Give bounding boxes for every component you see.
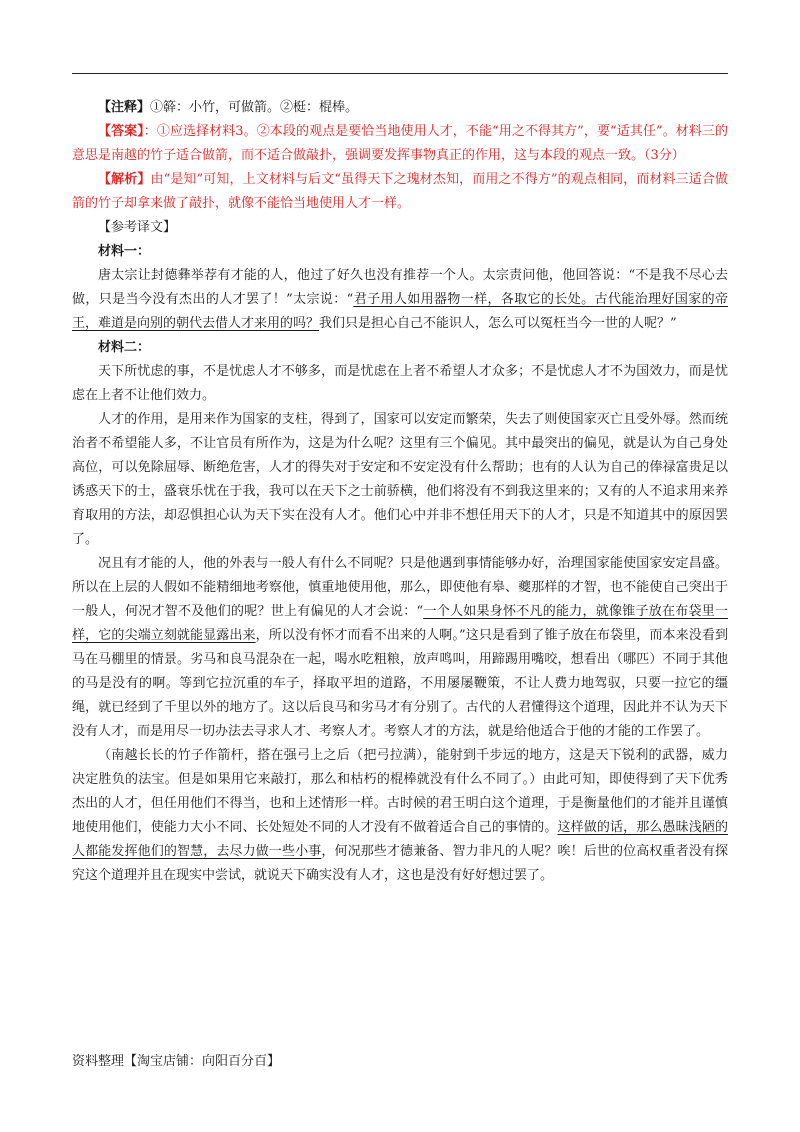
material2-p3-text-b: ，所以没有怀才而看不出来的人啊。”这只是看到了锥子放在布袋里，而本来没看到马在马棚里的情景。劣马和良马混杂在一起，喝水吃粗粮，放声鸣叫，用蹄踢用嘴咬，想看出（哪匹）不同于其他的马是没有的啊。等到它拉沉重的车子，择取平坦的道路，不用屡屡鞭策，不让人费力地驾驭，只要一拉它的缰绳，就已经到了千里以外的地方了。这以后良马和劣马才有分别了。古代的人君懂得这个道理，因此并不认为天下没有人才，而是用尽一切办法去寻求人才、考察人才。考察人才的方法，就是给他适合于他的才能的工作罢了。 <box>72 628 728 739</box>
material2-paragraph-1: 天下所忧虑的事，不是忧虑人才不够多，而是忧虑在上者不希望人才众多；不是忧虑人才不为国效力，而是忧虑在上者不让他们效力。 <box>72 364 728 403</box>
header-rule <box>72 73 728 74</box>
analysis-label: 【解析】 <box>98 172 151 187</box>
material1-text-a: 唐太宗让封德彝举荐有才能的人，他过了好久也没有推荐一个人。太宗责问他，他回答说：“不是我不尽心去做，只是当今没有杰出的人才罢了！”太宗说：“ <box>72 268 728 307</box>
material2-p3-underlined: 一个人如果身怀不凡的能力，就像锥子放在布袋里一样，它的尖端立刻就能显露出来 <box>72 604 728 643</box>
material2-paragraph-2: 人才的作用，是用来作为国家的支柱，得到了，国家可以安定而繁荣，失去了则使国家灭亡且受外辱。然而统治者不希望能人多，不让官员有所作为，这是为什么呢？这里有三个偏见。其中最突出的偏见，就是认为自己身处高位，可以免除屈辱、断绝危害，人才的得失对于安定和不安定没有什么帮助；也有的人认为自己的俸禄富贵足以诱惑天下的士，盛衰乐忧在于我，我可以在天下之士前骄横，他们将没有不到我这里来的；又有的人不追求用来养育取用的方法，却忍惧担心认为天下实在没有人才。他们心中并非不想任用天下的人才，只是不知道其中的原因罢了。 <box>72 412 728 547</box>
material2-p4-text-b: ，何况那些才德兼备、智力非凡的人呢？唉！后世的位高权重者没有探究这个道理并且在现实中尝试，就说天下确实没有人才，这也是没有好好想过罢了。 <box>72 844 728 883</box>
footer-source: 资料整理【淘宝店铺：向阳百分百】 <box>72 1054 281 1069</box>
material2-paragraph-4 <box>72 744 728 888</box>
material1-text-b: 我们只是担心自己不能识人，怎么可以冤枉当今一世的人呢？” <box>319 316 677 331</box>
material2-heading: 材料二： <box>98 340 151 355</box>
analysis-text: 由“是知”可知，上文材料与后文“虽得天下之瑰材杰知，而用之不得方”的观点相同，而材料三适合做箭的竹子却拿来做了敲扑，就像不能恰当地使用人才一样。 <box>72 172 728 211</box>
material2-p3-text-a: 况且有才能的人，他的外表与一般人有什么不同呢？只是他遇到事情能够办好，治理国家能使国家安定昌盛。所以在上层的人假如不能精细地考察他，慎重地使用他，那么，即使他有皋、夔那样的才智，也不能使自己突出于一般人，何况才智不及他们的呢？世上有偏见的人才会说：“ <box>72 556 728 619</box>
note-paragraph <box>72 96 728 120</box>
reference-heading: 【参考译文】 <box>98 220 177 235</box>
note-label: 【注释】 <box>98 100 151 115</box>
material2-p4-text-a: （南越长长的竹子作箭杆，搭在强弓上之后（把弓拉满），能射到千步远的地方，这是天下锐利的武器，威力决定胜负的法宝。但是如果用它来敲打，那么和枯朽的棍棒就没有什么不同了。）由此可知，即使得到了天下优秀杰出的人才，但任用他们不得当，也和上述情形一样。古时候的君王明白这个道理，于是衡量他们的才能并且谨慎地使用他们，使能力大小不同、长处短处不同的人才没有不做着适合自己的事情的。 <box>72 748 728 835</box>
answer-label: 【答案】 <box>98 124 144 139</box>
document-body <box>72 96 728 888</box>
material2-p4-underlined: 这样做的话，那么愚昧浅陋的人都能发挥他们的智慧，去尽力做一些小事 <box>72 820 728 859</box>
answer-text: ：①应选择材料3。②本段的观点是要恰当地使用人才，不能“用之不得其方”，要“适其任”。材料三的意思是南越的竹子适合做箭，而不适合做敲扑，强调要发挥事物真正的作用，这与本段的观点一致。（3分） <box>72 124 728 163</box>
material1-heading: 材料一： <box>98 244 151 259</box>
material1-underlined: 君子用人如用器物一样，各取它的长处。古代能治理好国家的帝王，难道是向别的朝代去借人才来用的吗？ <box>72 292 728 331</box>
material1-paragraph <box>72 264 728 336</box>
analysis-paragraph <box>72 168 728 216</box>
material2-paragraph-3 <box>72 552 728 744</box>
note-text: ①簳：小竹，可做箭。②梃：棍棒。 <box>150 100 359 115</box>
answer-paragraph <box>72 120 728 168</box>
